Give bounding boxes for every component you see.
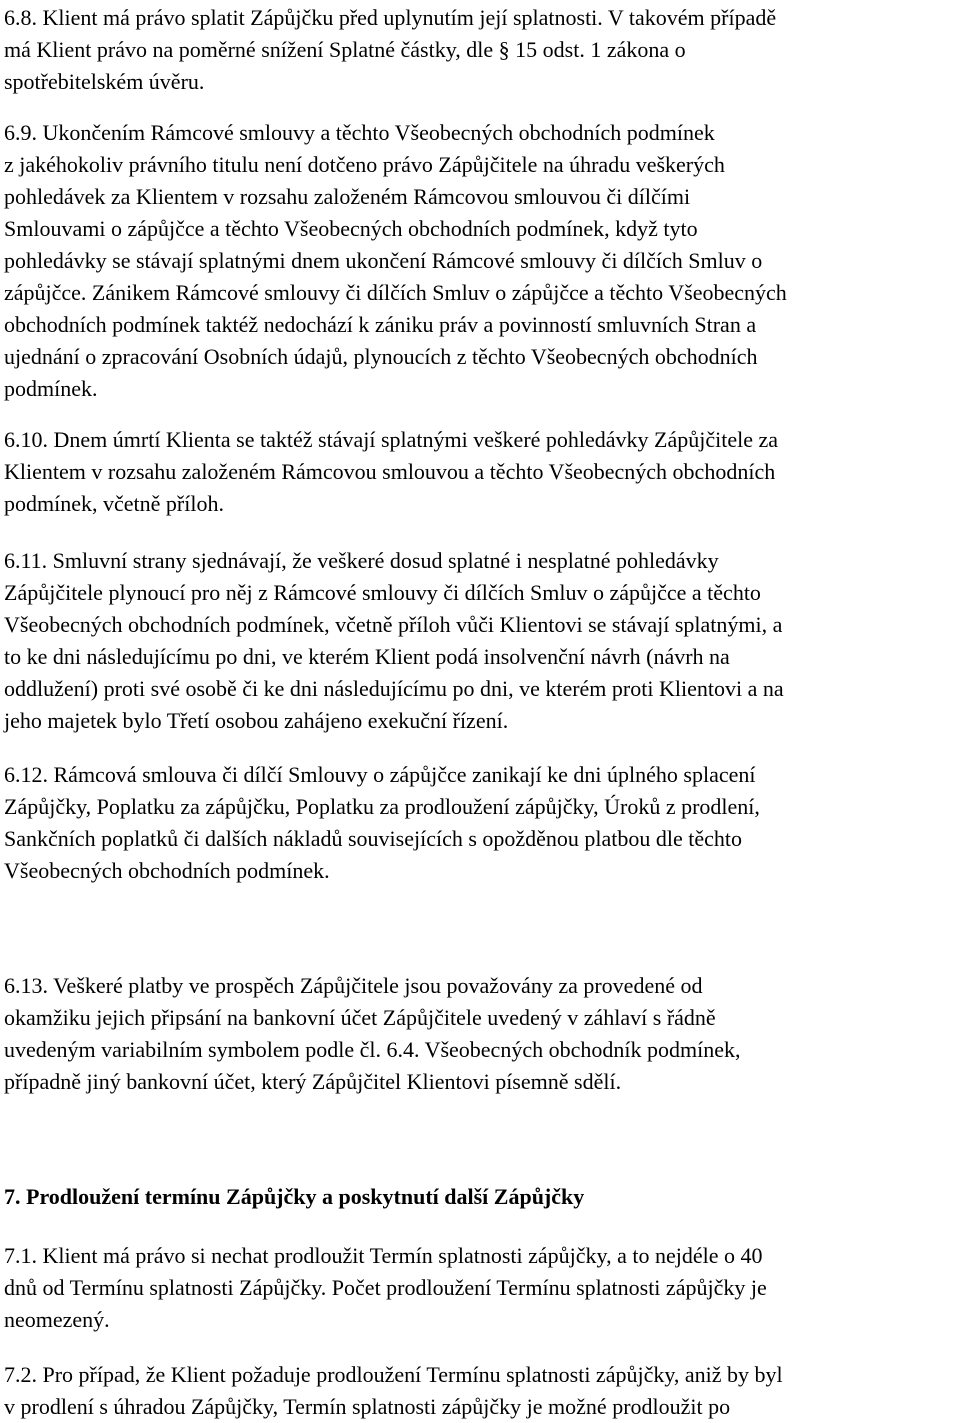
text-line: Sankčních poplatků či dalších nákladů souvisejících s opožděnou platbou dle těchto xyxy=(4,826,743,851)
text-line: případně jiný bankovní účet, který Zápůjčitel Klientovi písemně sdělí. xyxy=(4,1069,622,1094)
text-line: okamžiku jejich připsání na bankovní účet Zápůjčitele uvedený v záhlaví s řádně xyxy=(4,1005,716,1030)
text-line: zápůjčce. Zánikem Rámcové smlouvy či dílčích Smluv o zápůjčce a těchto Všeobecných xyxy=(4,280,787,305)
text-line: 6.10. Dnem úmrtí Klienta se taktéž stávají splatnými veškeré pohledávky Zápůjčitele za xyxy=(4,427,779,452)
text-line: 7.1. Klient má právo si nechat prodloužit Termín splatnosti zápůjčky, a to nejdéle o 40 xyxy=(4,1243,763,1268)
text-line: oddlužení) proti své osobě či ke dni následujícímu po dni, ve kterém proti Klientovi a na xyxy=(4,676,784,701)
text-line: ujednání o zpracování Osobních údajů, plynoucích z těchto Všeobecných obchodních xyxy=(4,344,758,369)
section-heading: 7. Prodloužení termínu Zápůjčky a poskytnutí další Zápůjčky xyxy=(4,1184,585,1209)
text-line: 6.8. Klient má právo splatit Zápůjčku před uplynutím její splatnosti. V takovém případě xyxy=(4,5,777,30)
text-line: 6.11. Smluvní strany sjednávají, že veškeré dosud splatné i nesplatné pohledávky xyxy=(4,548,719,573)
text-line: to ke dni následujícímu po dni, ve kterém Klient podá insolvenční návrh (návrh na xyxy=(4,644,730,669)
text-line: neomezený. xyxy=(4,1307,110,1332)
text-line: 6.9. Ukončením Rámcové smlouvy a těchto Všeobecných obchodních podmínek xyxy=(4,120,715,145)
text-line: podmínek. xyxy=(4,376,98,401)
text-line: 6.13. Veškeré platby ve prospěch Zápůjčitele jsou považovány za provedené od xyxy=(4,973,703,998)
text-line: Všeobecných obchodních podmínek, včetně příloh vůči Klientovi se stávají splatnými, a xyxy=(4,612,783,637)
text-line: 6.12. Rámcová smlouva či dílčí Smlouvy o zápůjčce zanikají ke dni úplného splacení xyxy=(4,762,756,787)
text-line: z jakéhokoliv právního titulu není dotčeno právo Zápůjčitele na úhradu veškerých xyxy=(4,152,725,177)
text-line: dnů od Termínu splatnosti Zápůjčky. Počet prodloužení Termínu splatnosti zápůjčky je xyxy=(4,1275,767,1300)
text-line: spotřebitelském úvěru. xyxy=(4,69,205,94)
text-line: Zápůjčky, Poplatku za zápůjčku, Poplatku za prodloužení zápůjčky, Úroků z prodlení, xyxy=(4,794,760,819)
text-line: má Klient právo na poměrné snížení Splatné částky, dle § 15 odst. 1 zákona o xyxy=(4,37,686,62)
text-line: v prodlení s úhradou Zápůjčky, Termín splatnosti zápůjčky je možné prodloužit po xyxy=(4,1394,731,1419)
text-line: obchodních podmínek taktéž nedochází k zániku práv a povinností smluvních Stran a xyxy=(4,312,757,337)
text-line: Zápůjčitele plynoucí pro něj z Rámcové smlouvy či dílčích Smluv o zápůjčce a těchto xyxy=(4,580,761,605)
text-line: podmínek, včetně příloh. xyxy=(4,491,224,516)
text-line: Všeobecných obchodních podmínek. xyxy=(4,858,330,883)
text-line: pohledávek za Klientem v rozsahu založeném Rámcovou smlouvou či dílčími xyxy=(4,184,691,209)
text-line: Klientem v rozsahu založeném Rámcovou smlouvou a těchto Všeobecných obchodních xyxy=(4,459,776,484)
text-line: jeho majetek bylo Třetí osobou zahájeno exekuční řízení. xyxy=(4,708,509,733)
text-line: 7.2. Pro případ, že Klient požaduje prodloužení Termínu splatnosti zápůjčky, aniž by byl xyxy=(4,1362,783,1387)
text-line: Smlouvami o zápůjčce a těchto Všeobecných obchodních podmínek, když tyto xyxy=(4,216,698,241)
text-line: uvedeným variabilním symbolem podle čl. 6.4. Všeobecných obchodník podmínek, xyxy=(4,1037,741,1062)
text-line: pohledávky se stávají splatnými dnem ukončení Rámcové smlouvy či dílčích Smluv o xyxy=(4,248,763,273)
